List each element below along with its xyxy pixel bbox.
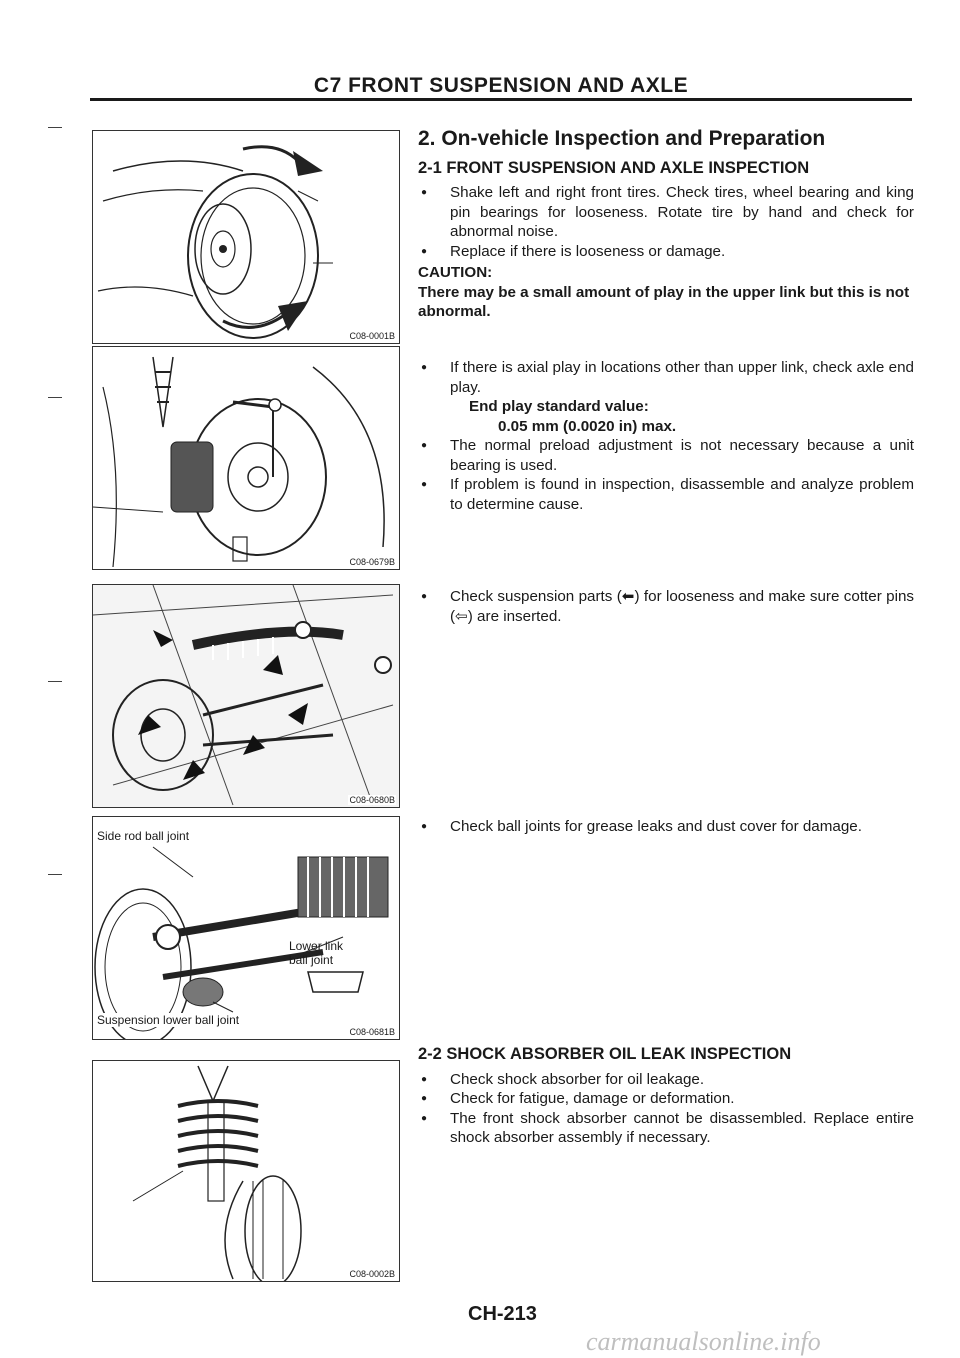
axle-dial-gauge-icon	[93, 347, 399, 569]
section-title: 2. On-vehicle Inspection and Preparation	[418, 127, 826, 150]
margin-mark: —	[48, 672, 62, 688]
bullet-cannot-disassemble: ● The front shock absorber cannot be disassembled. Replace entire shock absorber assembly if necessary.	[418, 1109, 914, 1148]
subsection-title-2-2: 2-2 SHOCK ABSORBER OIL LEAK INSPECTION	[418, 1045, 792, 1063]
bullet-check-suspension-parts: ● Check suspension parts (⬅) for looseness and make sure cotter pins (⇦) are inserted.	[418, 587, 914, 626]
watermark: carmanualsonline.info	[586, 1327, 821, 1356]
section-ball-joints	[418, 817, 914, 837]
figure-tire-shake	[92, 130, 400, 344]
page-header: C7 FRONT SUSPENSION AND AXLE	[313, 74, 689, 97]
bullet-problem-found: ● If problem is found in inspection, disassemble and analyze problem to determine cause.	[418, 475, 914, 514]
section-2-1	[418, 129, 914, 322]
label-suspension-lower-ball-joint: Suspension lower ball joint	[97, 1013, 240, 1027]
figure-code: C08-0002B	[349, 1269, 395, 1279]
end-play-label: End play standard value:	[469, 398, 649, 415]
margin-mark: —	[48, 118, 62, 134]
bullet-check-ball-joints: ● Check ball joints for grease leaks and dust cover for damage.	[418, 817, 914, 837]
ball-joints-icon	[93, 817, 399, 1039]
bullet-replace: ● Replace if there is looseness or damage.	[418, 242, 914, 262]
figure-code: C08-0679B	[349, 557, 395, 567]
section-suspension-parts	[418, 587, 914, 626]
figure-code: C08-0680B	[349, 795, 395, 805]
page-number: CH-213	[468, 1303, 537, 1325]
subsection-title-2-1: 2-1 FRONT SUSPENSION AND AXLE INSPECTION	[418, 158, 810, 177]
figure-ball-joints	[92, 816, 400, 1040]
end-play-value: 0.05 mm (0.0020 in) max.	[498, 417, 677, 435]
header-rule	[90, 98, 912, 101]
figure-code: C08-0001B	[349, 331, 395, 341]
tire-shake-icon	[93, 131, 399, 343]
caution-label: CAUTION:	[418, 264, 493, 281]
figure-suspension-parts	[92, 584, 400, 808]
bullet-axial-play: ● If there is axial play in locations other than upper link, check axle end play.	[418, 358, 914, 397]
suspension-underside-icon	[93, 585, 399, 807]
bullet-preload: ● The normal preload adjustment is not necessary because a unit bearing is used.	[418, 436, 914, 475]
margin-mark: —	[48, 388, 62, 404]
section-2-2	[418, 1045, 914, 1148]
bullet-shake-tires: ● Shake left and right front tires. Check tires, wheel bearing and king pin bearings for looseness. Rotate tire by hand and check for abnormal noise.	[418, 183, 914, 242]
bullet-oil-leakage: ● Check shock absorber for oil leakage.	[418, 1070, 914, 1090]
figure-code: C08-0681B	[349, 1027, 395, 1037]
label-lower-link-ball-joint: Lower link ball joint	[289, 939, 344, 967]
margin-mark: —	[48, 865, 62, 881]
shock-absorber-icon	[93, 1061, 399, 1281]
bullet-fatigue: ● Check for fatigue, damage or deformation.	[418, 1089, 914, 1109]
section-end-play	[418, 358, 914, 514]
figure-axle-end-play	[92, 346, 400, 570]
figure-shock-absorber	[92, 1060, 400, 1282]
label-side-rod-ball-joint: Side rod ball joint	[97, 829, 190, 843]
caution-text: There may be a small amount of play in the upper link but this is not abnormal.	[418, 283, 910, 320]
